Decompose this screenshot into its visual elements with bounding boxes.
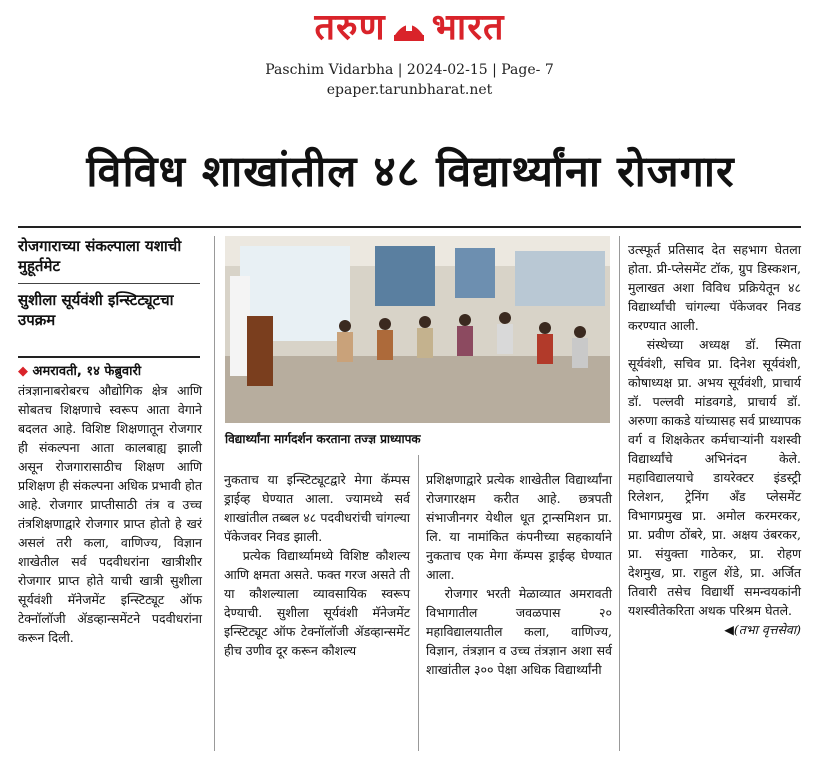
photo-caption: विद्यार्थ्यांना मार्गदर्शन करताना तज्ज्ञ प्राध्यापक: [225, 432, 421, 446]
article-column-4: [628, 240, 801, 639]
article-column-3: [426, 470, 612, 679]
newspaper-logo[interactable]: [315, 8, 505, 48]
dateline: [18, 362, 202, 381]
column-2-text: नुकताच या इन्स्टिट्यूटद्वारे मेगा कॅम्पस ड्राईव्ह घेण्यात आला. ज्यामध्ये सर्व शाखांतील तब्बल ४८ पदवीधरांची चांगल्या पॅकेजवर निवड झाली.: [224, 472, 410, 544]
column-divider-1: [214, 236, 215, 751]
dateline-diamond-icon: ◆: [18, 364, 28, 379]
headline-rule: [18, 226, 801, 228]
news-service-credit: ◀(तभा वृत्तसेवा): [724, 622, 801, 637]
column-divider-2: [418, 455, 419, 751]
credit-text: (तभा वृत्तसेवा): [733, 622, 801, 637]
edition-line: Paschim Vidarbha | 2024-02-15 | Page- 7: [265, 62, 554, 78]
column-4-text: उत्स्फूर्त प्रतिसाद देत सहभाग घेतला होता. प्री-प्लेसमेंट टॉक, ग्रुप डिस्कशन, मुलाखत अशा विविध प्रक्रियेतून ४८ विद्यार्थ्यांची चांगल्या पॅकेजवर निवड करण्यात आली.: [628, 242, 801, 333]
column-divider-3: [619, 236, 620, 751]
column-3-text: प्रशिक्षणाद्वारे प्रत्येक शाखेतील विद्यार्थ्यांना रोजगारक्षम करीत आहे. छत्रपती संभाजीनगर येथील धूत ट्रान्समिशन प्रा. लि. या नामांकित कंपनीच्या सहकार्याने नुकताच एक मेगा कॅम्पस ड्राईव्ह घेण्यात आला.: [426, 472, 612, 582]
article-column-2: [224, 470, 410, 660]
article-column-1: [18, 381, 202, 647]
column-1-text: तंत्रज्ञानाबरोबरच औद्योगिक क्षेत्र आणि सोबतच शिक्षणाचे स्वरूप आता वेगाने बदलत आहे. विशिष्ट शिक्षणातून रोजगार ही संकल्पना आता कालबाह्य झाली असून रोजगारासाठीच शिक्षण आणि प्रशिक्षण ही संकल्पना अधिक प्रभावी होत आहे. रोजगार प्राप्तीसाठी तंत्र व उच्च तंत्रशिक्षणाद्वारे रोजगार प्राप्त होतो हे खरं असलं तरी कला, वाणिज्य, विज्ञान शाखेतील सर्व पदवीधरांना खात्रीशीर रोजगार प्राप्त होते याची खात्री सुशीला सूर्यवंशी मॅनेजमेंट इन्स्टिट्यूट ऑफ टेक्नॉलॉजी ॲडव्हान्समेंटने पदवीधरांना करून दिली.: [18, 383, 202, 645]
event-photo: [225, 236, 610, 423]
subhead-1: रोजगाराच्या संकल्पाला यशाची मुहूर्तमेट: [18, 237, 182, 275]
article-headline: विविध शाखांतील ४८ विद्यार्थ्यांना रोजगार: [86, 147, 735, 197]
subhead-2: सुशीला सूर्यवंशी इन्स्टिट्यूटचा उपक्रम: [18, 291, 174, 329]
column-3-text-b: रोजगार भरती मेळाव्यात अमरावती विभागातील जवळपास २० महाविद्यालयातील कला, वाणिज्य, विज्ञान, तंत्रज्ञान व उच्च तंत्रज्ञान अशा सर्व शाखांतील ३०० पेक्षा अधिक विद्यार्थ्यांनी: [426, 586, 612, 677]
logo-text-2: भारत: [431, 7, 505, 48]
seminar-photo-illustration: [225, 236, 610, 423]
subhead-bottom-rule: [18, 356, 200, 358]
logo-text-1: तरुण: [314, 7, 386, 48]
dateline-text: अमरावती, १४ फेब्रुवारी: [32, 364, 142, 379]
column-4-text-b: संस्थेच्या अध्यक्ष डॉ. स्मिता सूर्यवंशी, सचिव प्रा. दिनेश सूर्यवंशी, कोषाध्यक्ष प्रा. अभय सूर्यवंशी, प्राचार्य डॉ. पल्लवी मांडवगडे, प्राचार्य डॉ. अरुणा काकडे यांच्यासह सर्व प्राध्यापक वर्ग व शिक्षकेतर कर्मचाऱ्यांनी यशस्वी विद्यार्थ्यांचे अभिनंदन केले. महाविद्यालयाचे डायरेक्टर इंडस्ट्री रिलेशन, ट्रेनिंग अँड प्लेसमेंट विभागप्रमुख प्रा. अमोल करमरकर, प्रा. प्रवीण ठोंबरे, प्रा. अक्षय उंबरकर, प्रा. संयुक्ता गाठेकर, प्रा. रोहण देशमुख, प्रा. राहुल शेंडे, प्रा. अर्जित तिवारी तसेच विद्यार्थी समन्वयकांनी यशस्वीतेकरिता अथक परिश्रम घेतले.: [628, 337, 801, 618]
masthead: [0, 8, 819, 48]
lamp-emblem-icon: [392, 13, 426, 43]
subhead-divider: [18, 283, 200, 284]
column-2-text-b: प्रत्येक विद्यार्थ्यामध्ये विशिष्ट कौशल्य आणि क्षमता असते. फक्त गरज असते ती या कौशल्याला व्यावसायिक स्वरूप देण्याची. सुशीला सूर्यवंशी मॅनेजमेंट इन्स्टिट्यूट ऑफ टेक्नॉलॉजी ॲडव्हान्समेंट हीच उणीव दूर करून कौशल्य: [224, 548, 410, 658]
epaper-site-link[interactable]: epaper.tarunbharat.net: [326, 82, 493, 98]
